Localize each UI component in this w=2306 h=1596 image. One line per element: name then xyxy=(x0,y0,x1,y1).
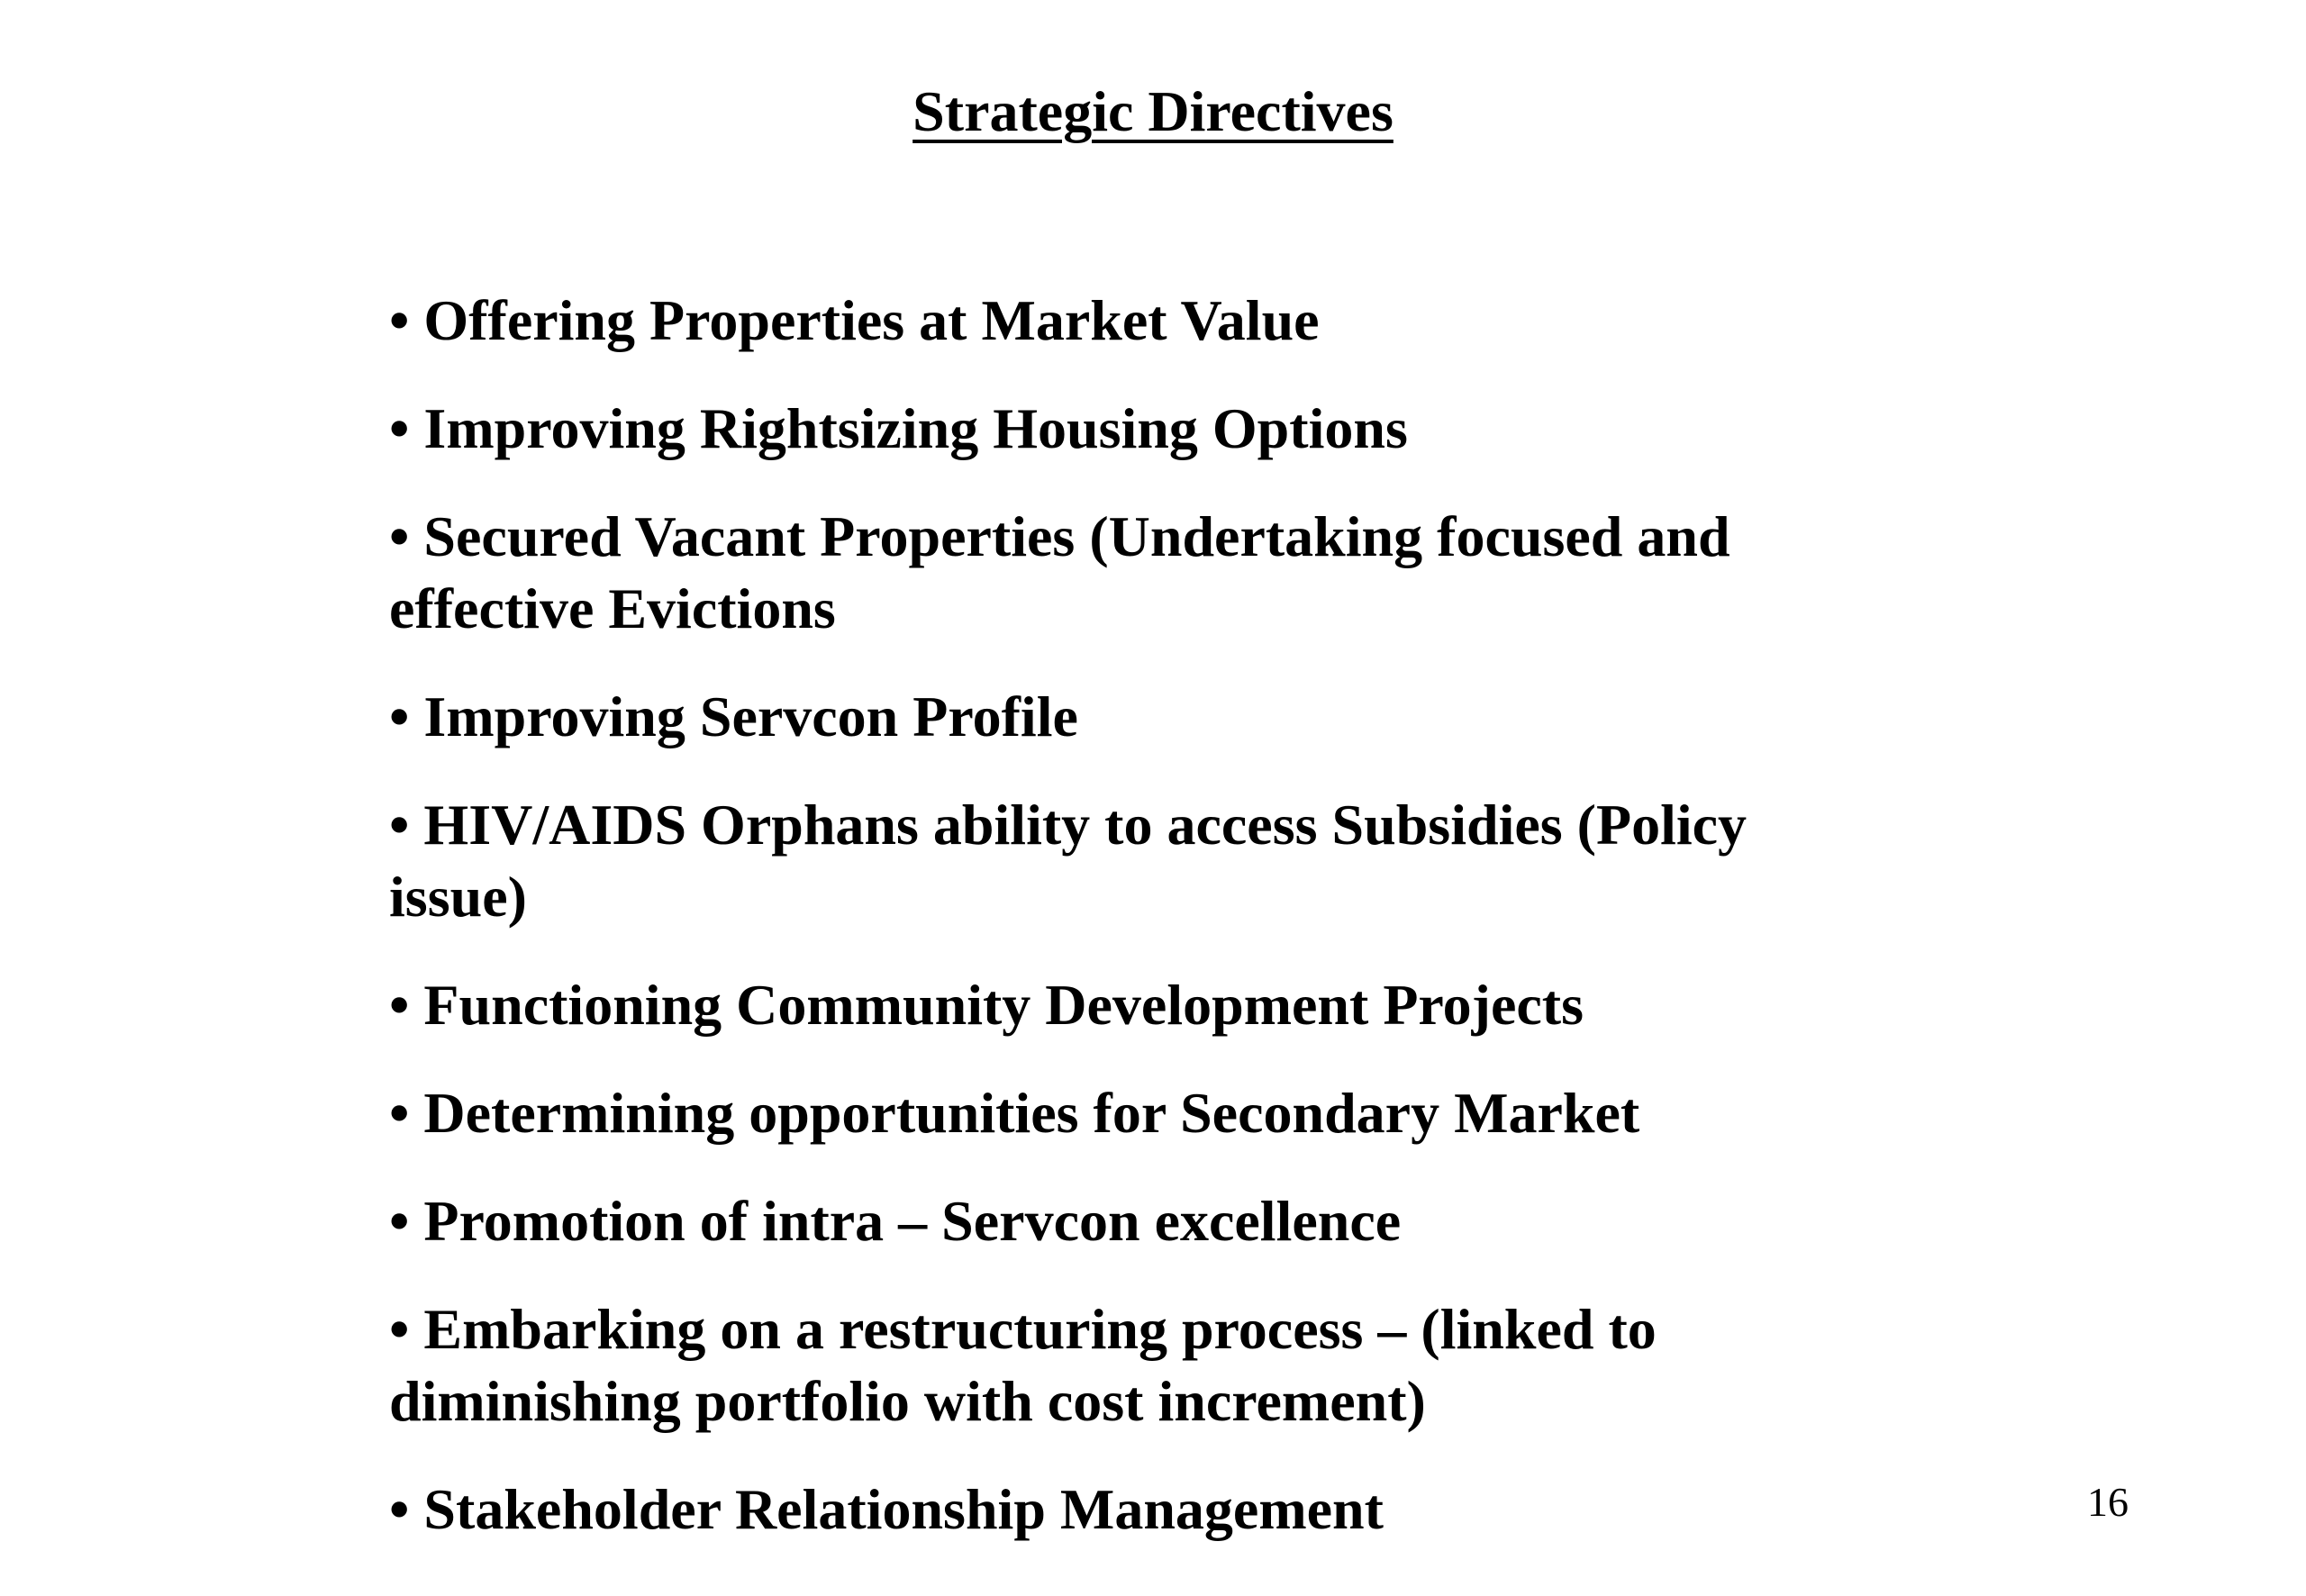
bullet-list xyxy=(389,285,1848,1582)
bullet-secondary-market: • Determining opportunities for Secondary Market xyxy=(389,1081,1640,1145)
bullet-restructuring-process: • Embarking on a restructuring process – (linked to diminishing portfolio with cost increment) xyxy=(389,1297,1657,1433)
bullet-secured-vacant-properties: • Secured Vacant Properties (Undertaking focused and effective Evictions xyxy=(389,504,1730,640)
bullet-community-development: • Functioning Community Development Projects xyxy=(389,973,1584,1037)
slide-title: Strategic Directives xyxy=(912,79,1394,143)
page-number: 16 xyxy=(2087,1479,2129,1525)
bullet-servcon-profile: • Improving Servcon Profile xyxy=(389,685,1078,748)
bullet-stakeholder-relationship: • Stakeholder Relationship Management xyxy=(389,1477,1384,1541)
bullet-offering-properties: • Offering Properties at Market Value xyxy=(389,288,1320,352)
bullet-rightsizing-housing: • Improving Rightsizing Housing Options xyxy=(389,396,1408,460)
bullet-hiv-aids-orphans: • HIV/AIDS Orphans ability to access Subsidies (Policy issue) xyxy=(389,793,1748,929)
bullet-servcon-excellence: • Promotion of intra – Servcon excellence xyxy=(389,1189,1402,1253)
